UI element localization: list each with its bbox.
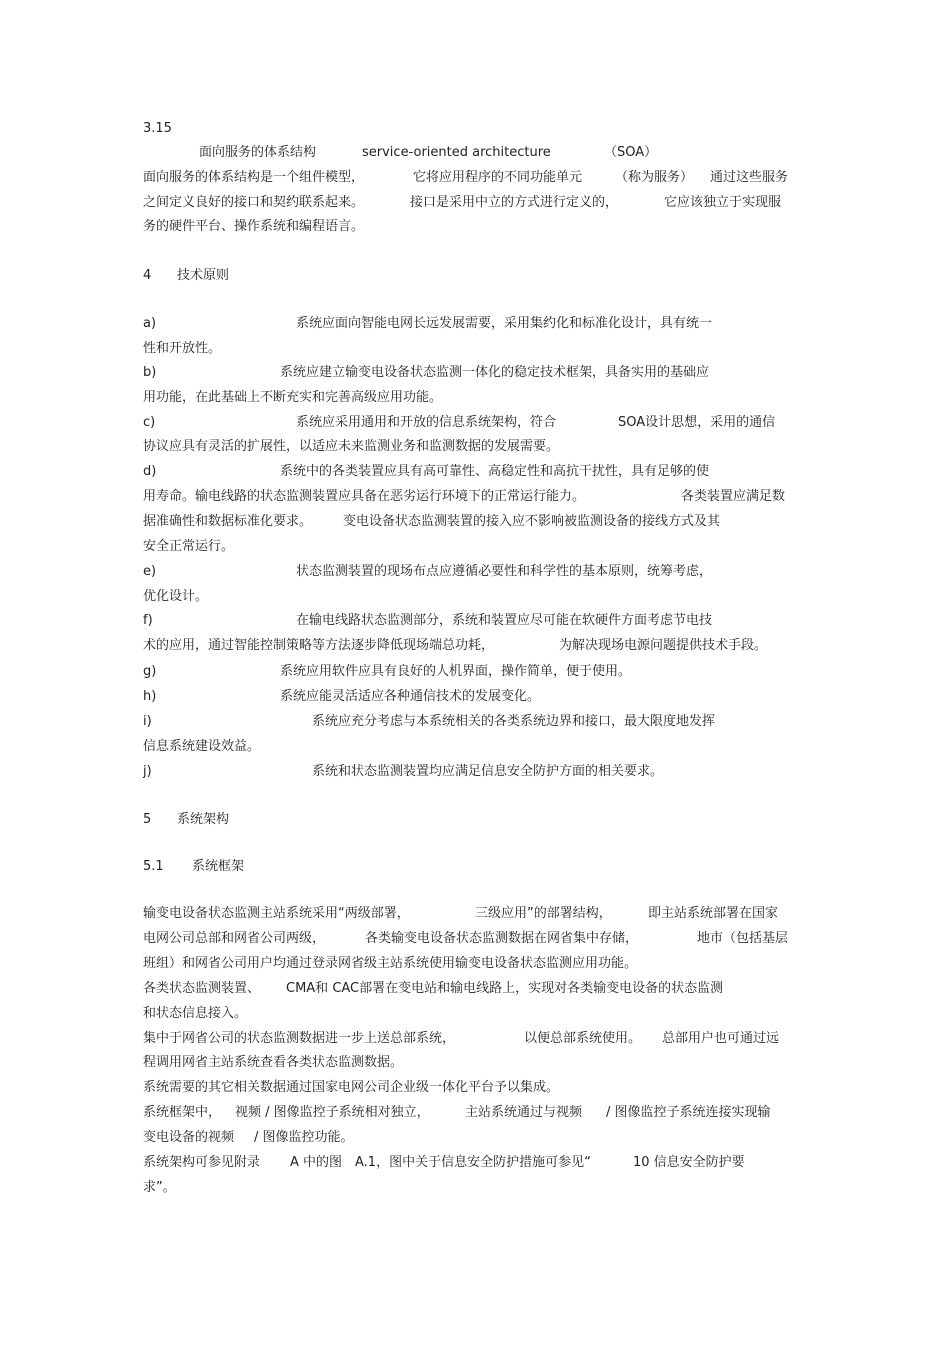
definition-text: 它应该独立于实现服 xyxy=(664,195,782,210)
term-chinese: 面向服务的体系结构 xyxy=(199,145,317,160)
paragraph-text: 地市（包括基层 xyxy=(697,931,789,946)
list-label: d) xyxy=(143,464,157,479)
list-text: 状态监测装置的现场布点应遵循必要性和科学性的基本原则，统筹考虑， xyxy=(296,564,713,579)
paragraph-text: CMA和 CAC部署在变电站和输电线路上，实现对各类输变电设备的状态监测 xyxy=(286,981,724,996)
list-text: 系统应充分考虑与本系统相关的各类系统边界和接口，最大限度地发挥 xyxy=(312,714,716,729)
paragraph-text: 和状态信息接入。 xyxy=(143,1006,248,1021)
list-text: 为解决现场电源问题提供技术手段。 xyxy=(559,638,768,653)
paragraph-text: 程调用网省主站系统查看各类状态监测数据。 xyxy=(143,1055,404,1070)
list-text: 系统应面向智能电网长远发展需要，采用集约化和标准化设计，具有统一 xyxy=(296,316,713,331)
list-text: 优化设计。 xyxy=(143,589,209,604)
subsection-title: 系统框架 xyxy=(192,859,245,874)
list-text: 系统应采用通用和开放的信息系统架构，符合 xyxy=(296,415,557,430)
term-abbreviation: （SOA） xyxy=(604,145,658,160)
section-title: 系统架构 xyxy=(177,812,230,827)
paragraph-text: 系统需要的其它相关数据通过国家电网公司企业级一体化平台予以集成。 xyxy=(143,1080,560,1095)
paragraph-text: 各类状态监测装置、 xyxy=(143,981,261,996)
list-text: 信息系统建设效益。 xyxy=(143,739,261,754)
list-label: a) xyxy=(143,316,157,331)
paragraph-text: A.1，图中关于信息安全防护措施可参见“ xyxy=(355,1155,591,1170)
list-text: 系统应能灵活适应各种通信技术的发展变化。 xyxy=(280,689,541,704)
list-text: 据准确性和数据标准化要求。 xyxy=(143,514,313,529)
paragraph-text: 视频 / 图像监控子系统相对独立， xyxy=(235,1105,430,1120)
section-number: 4 xyxy=(143,268,152,283)
paragraph-text: 系统架构可参见附录 xyxy=(143,1155,261,1170)
paragraph-text: 集中于网省公司的状态监测数据进一步上送总部系统， xyxy=(143,1031,456,1046)
paragraph-text: 各类输变电设备状态监测数据在网省集中存储， xyxy=(365,931,639,946)
list-label: f) xyxy=(143,613,153,628)
list-text: 变电设备状态监测装置的接入应不影响被监测设备的接线方式及其 xyxy=(343,514,721,529)
list-text: 系统和状态监测装置均应满足信息安全防护方面的相关要求。 xyxy=(312,764,664,779)
paragraph-text: 系统框架中， xyxy=(143,1105,222,1120)
paragraph-text: 求”。 xyxy=(143,1180,176,1195)
section-number: 5 xyxy=(143,812,152,827)
subsection-number: 5.1 xyxy=(143,859,164,874)
list-text: 协议应具有灵活的扩展性，以适应未来监测业务和监测数据的发展需要。 xyxy=(143,439,560,454)
list-label: c) xyxy=(143,415,156,430)
list-text: 用功能，在此基础上不断充实和完善高级应用功能。 xyxy=(143,390,443,405)
paragraph-text: 变电设备的视频 xyxy=(143,1130,235,1145)
definition-text: 通过这些服务 xyxy=(710,170,789,185)
paragraph-text: 班组）和网省公司用户均通过登录网省级主站系统使用输变电设备状态监测应用功能。 xyxy=(143,956,638,971)
paragraph-text: 三级应用”的部署结构， xyxy=(475,906,612,921)
list-text: 系统应建立输变电设备状态监测一体化的稳定技术框架，具备实用的基础应 xyxy=(280,365,710,380)
paragraph-text: 即主站系统部署在国家 xyxy=(648,906,779,921)
list-label: e) xyxy=(143,564,157,579)
list-text: 各类装置应满足数 xyxy=(681,489,786,504)
definition-text: 接口是采用中立的方式进行定义的， xyxy=(410,195,619,210)
list-text: 术的应用，通过智能控制策略等方法逐步降低现场端总功耗， xyxy=(143,638,495,653)
list-label: h) xyxy=(143,689,157,704)
paragraph-text: 以便总部系统使用。 xyxy=(524,1031,642,1046)
list-text: SOA设计思想，采用的通信 xyxy=(618,415,776,430)
term-english: service-oriented architecture xyxy=(362,145,551,160)
list-text: 系统应用软件应具有良好的人机界面，操作简单，便于使用。 xyxy=(280,664,632,679)
list-text: 用寿命。输电线路的状态监测装置应具备在恶劣运行环境下的正常运行能力。 xyxy=(143,489,586,504)
paragraph-text: 电网公司总部和网省公司两级， xyxy=(143,931,326,946)
definition-text: 它将应用程序的不同功能单元 xyxy=(413,170,583,185)
paragraph-text: 输变电设备状态监测主站系统采用“两级部署， xyxy=(143,906,410,921)
paragraph-text: / 图像监控功能。 xyxy=(254,1130,354,1145)
definition-text: （称为服务） xyxy=(615,170,694,185)
list-label: i) xyxy=(143,714,152,729)
list-label: j) xyxy=(143,764,152,779)
definition-text: 之间定义良好的接口和契约联系起来。 xyxy=(143,195,365,210)
list-text: 系统中的各类装置应具有高可靠性、高稳定性和高抗干扰性，具有足够的使 xyxy=(280,464,710,479)
paragraph-text: 10 信息安全防护要 xyxy=(633,1155,745,1170)
section-title: 技术原则 xyxy=(177,268,230,283)
paragraph-text: A 中的图 xyxy=(290,1155,343,1170)
paragraph-text: 总部用户也可通过远 xyxy=(662,1031,780,1046)
list-text: 性和开放性。 xyxy=(143,341,222,356)
definition-text: 务的硬件平台、操作系统和编程语言。 xyxy=(143,219,365,234)
definition-text: 面向服务的体系结构是一个组件模型， xyxy=(143,170,365,185)
paragraph-text: 主站系统通过与视频 xyxy=(465,1105,583,1120)
paragraph-text: / 图像监控子系统连接实现输 xyxy=(606,1105,771,1120)
list-label: g) xyxy=(143,664,157,679)
list-label: b) xyxy=(143,365,157,380)
list-text: 安全正常运行。 xyxy=(143,539,235,554)
list-text: 在输电线路状态监测部分，系统和装置应尽可能在软硬件方面考虑节电技 xyxy=(296,613,713,628)
clause-number: 3.15 xyxy=(143,121,172,136)
